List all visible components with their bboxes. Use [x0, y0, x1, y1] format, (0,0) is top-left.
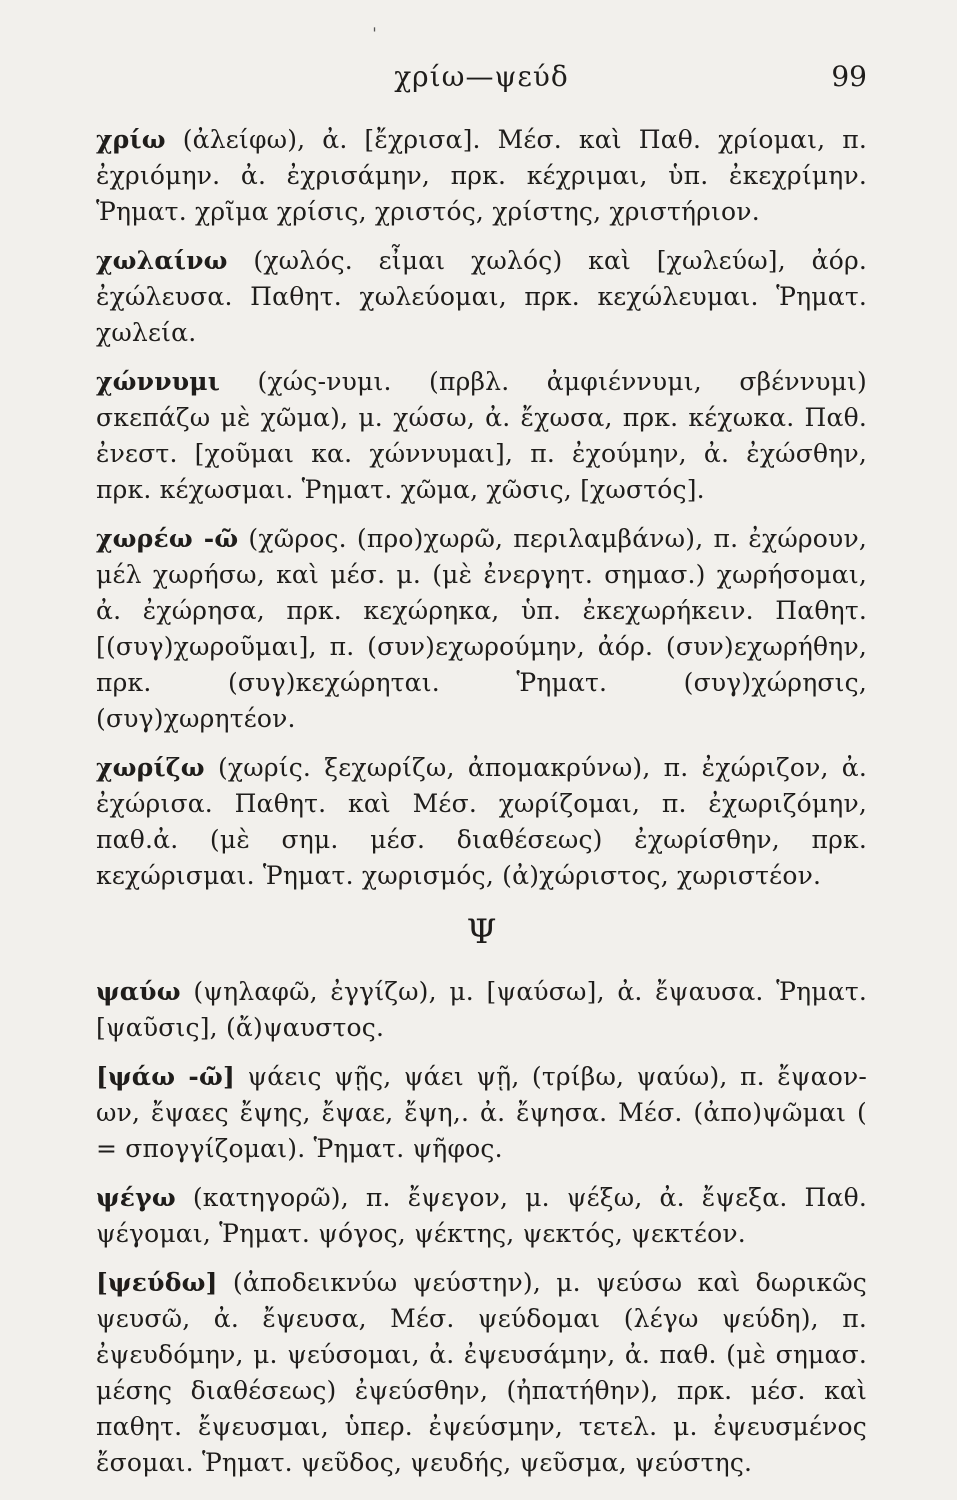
entry-psego [96, 1180, 867, 1252]
entry-body: (ψηλαφῶ, ἐγγίζω), μ. [ψαύσω], ἀ. ἔψαυσα. Ῥηματ. [ψαῦσις], (ἄ)ψαυστος. [96, 977, 867, 1042]
lemma: χωρίζω [96, 753, 205, 782]
page-header [96, 52, 867, 100]
entry-cholaino [96, 243, 867, 351]
margin-mark: ˈ [372, 25, 377, 46]
entry-pseudo [96, 1265, 867, 1481]
lemma: χωρέω -ῶ [96, 524, 239, 553]
entry-body: (ἀποδεικνύω ψεύστην), μ. ψεύσω καὶ δωρικῶς ψευσῶ, ἀ. ἔψευσα, Μέσ. ψεύδομαι (λέγω ψεύδη), π. ἐψευδόμην, μ. ψεύσομαι, ἀ. ἐψευσάμην, ἀ. παθ. (μὲ σημασ. μέσης διαθέσεως) ἐψεύσθην, (ἠπατήθην), πρκ. μέσ. καὶ παθητ. ἔψευσμαι, ὑπερ. ἐψεύσμην, τετελ. μ. ἐψευσμένος ἔσομαι. Ῥηματ. ψεῦδος, ψευδής, ψεῦσμα, ψεύστης. [96, 1268, 867, 1477]
lemma: [ψάω -ῶ] [96, 1062, 236, 1091]
entry-chrio [96, 122, 867, 230]
lemma: ψαύω [96, 977, 181, 1006]
page-number: 99 [831, 60, 867, 93]
running-head: χρίω—ψεύδ [394, 60, 569, 93]
lemma: [ψεύδω] [96, 1268, 218, 1297]
entry-choreo [96, 521, 867, 737]
lemma: χωλαίνω [96, 246, 228, 275]
section-letter-heading: Ψ [466, 912, 497, 952]
entry-body: (χώς-νυμι. (πρβλ. ἀμφιέννυμι, σβέννυμι) σκεπάζω μὲ χῶμα), μ. χώσω, ἀ. ἔχωσα, πρκ. κέχωκα. Παθ. ἐνεστ. [χοῦμαι κα. χώννυμαι], π. ἐχούμην, ἀ. ἐχώσθην, πρκ. κέχωσμαι. Ῥηματ. χῶμα, χῶσις, [χωστός]. [96, 367, 867, 504]
lemma: χώννυμι [96, 367, 221, 396]
entry-body: (χωλός. εἶμαι χωλός) καὶ [χωλεύω], ἀόρ. ἐχώλευσα. Παθητ. χωλεύομαι, πρκ. κεχώλευμαι. Ῥηματ. χωλεία. [96, 246, 867, 347]
entry-body: (χωρίς. ξεχωρίζω, ἀπομακρύνω), π. ἐχώριζον, ἀ. ἐχώρισα. Παθητ. καὶ Μέσ. χωρίζομαι, π. ἐχωριζόμην, παθ.ἀ. (μὲ σημ. μέσ. διαθέσεως) ἐχωρίσθην, πρκ. κεχώρισμαι. Ῥηματ. χωρισμός, (ἀ)χώριστος, χωριστέον. [96, 753, 867, 890]
entry-body: ψάεις ψῇς, ψάει ψῇ, (τρίβω, ψαύω), π. ἔψαον-ων, ἔψαες ἔψης, ἔψαε, ἔψη,. ἀ. ἔψησα. Μέσ. (ἀπο)ψῶμαι ( = σπογγίζομαι). Ῥηματ. ψῆφος. [96, 1062, 868, 1163]
entries [96, 122, 867, 1481]
entry-body: (ἀλείφω), ἀ. [ἔχρισα]. Μέσ. καὶ Παθ. χρίομαι, π. ἐχριόμην. ἀ. ἐχρισάμην, πρκ. κέχριμαι, ὑπ. ἐκεχρίμην. Ῥηματ. χρῖμα χρίσις, χριστός, χρίστης, χριστήριον. [96, 125, 867, 226]
entry-body: (χῶρος. (προ)χωρῶ, περιλαμβάνω), π. ἐχώρουν, μέλ χωρήσω, καὶ μέσ. μ. (μὲ ἐνεργητ. σημασ.) χωρήσομαι, ἀ. ἐχώρησα, πρκ. κεχώρηκα, ὑπ. ἐκεχωρήκειν. Παθητ. [(συγ)χωροῦμαι], π. (συν)εχωρούμην, ἀόρ. (συν)εχωρήθην, πρκ. (συγ)κεχώρηται. Ῥηματ. (συγ)χώρησις, (συγ)χωρητέον. [96, 524, 867, 733]
lemma: χρίω [96, 125, 166, 154]
entry-chonnymi [96, 364, 867, 508]
entry-psauo [96, 974, 867, 1046]
entry-psao [96, 1059, 867, 1167]
entry-body: (κατηγορῶ), π. ἔψεγον, μ. ψέξω, ἀ. ἔψεξα. Παθ. ψέγομαι, Ῥηματ. ψόγος, ψέκτης, ψεκτός, ψεκτέον. [96, 1183, 867, 1248]
lemma: ψέγω [96, 1183, 176, 1212]
entry-chorizo [96, 750, 867, 894]
